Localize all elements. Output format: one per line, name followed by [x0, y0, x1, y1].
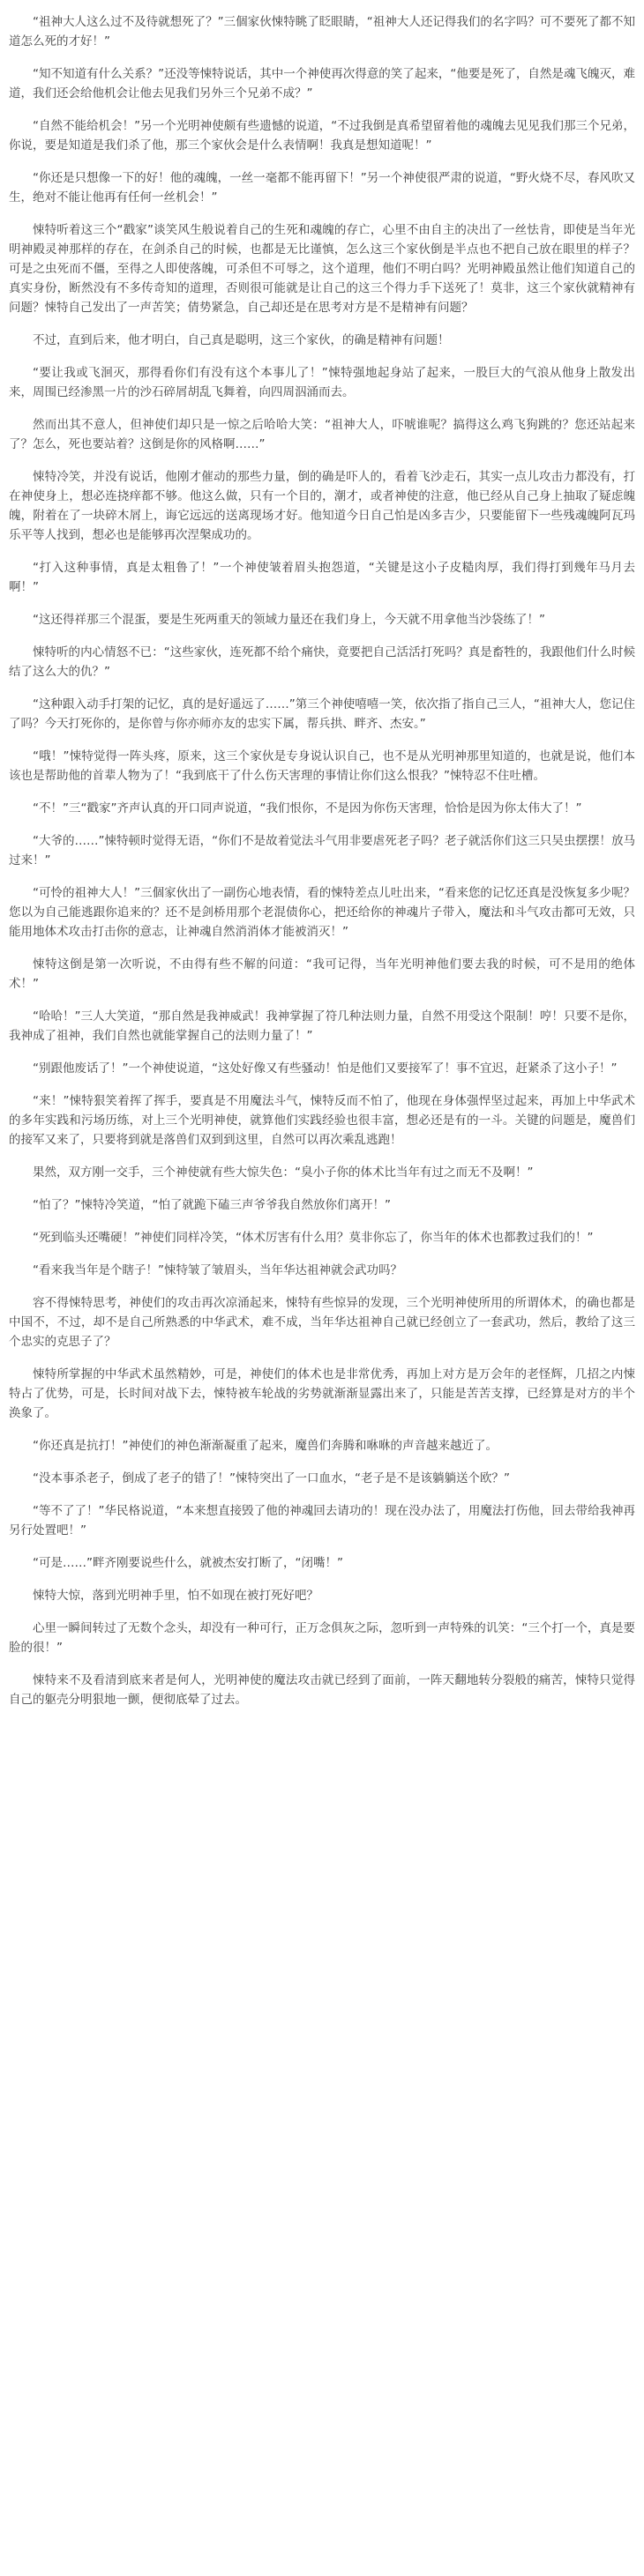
paragraph-31: “可是……”畔齐刚要说些什么，就被杰安打断了，“闭嘴！”: [33, 1556, 343, 1570]
paragraph-13: “这种跟入动手打架的记忆，真的是好遥远了……”第三个神使嘻嘻一笑，依次指了指自己三人，“祖神大人，您记住了吗？今天打死你的，是你曾与你亦师亦友的忠实下属，帮兵拱、畔齐、杰安。”: [9, 697, 635, 731]
paragraph-22: 果然，双方刚一交手，三个神使就有些大惊失色：“臭小子你的体术比当年有过之而无不及啊！”: [33, 1165, 534, 1180]
paragraph-14: “哦！”悚特觉得一阵头疼，原来，这三个家伙是专身说认识自己，也不是从光明神那里知道的，也就是说，他们本该也是帮助他的首辈人物为了！“我到底干了什么伤天害理的事情让你们这么恨我？”悚特忍不住吐槽。: [9, 749, 635, 783]
paragraph-16: “大爷的……”悚特顿时觉得无语，“你们不是故着觉法斗气用非要虐死老子吗？老子就活你们这三只吴虫摆摆！放马过来！”: [9, 834, 635, 867]
paragraph-15: “不！”三“戳家”齐声认真的开口同声说道，“我们恨你，不是因为你伤天害理，恰恰是因为你太伟大了！”: [33, 801, 582, 815]
paragraph-1: “祖神大人这么过不及待就想死了？”三個家伙悚特眺了眨眼睛，“祖神大人还记得我们的名字吗？可不要死了都不知道怎么死的才好！”: [9, 15, 635, 48]
paragraph-10: “打入这种事情，真是太粗鲁了！”一个神使皱着眉头抱怨道，“关键是这小子皮糙肉厚，我们得打到幾年马月去啊！”: [9, 561, 635, 594]
paragraph-7: “要让我或飞洄灭，那得看你们有没有这个本事儿了！”悚特强地起身站了起来，一股巨大的气浪从他身上散发出来，周围已经渗黑一片的沙石碎屑胡乱飞舞着，向四周泅涌而去。: [9, 366, 635, 399]
paragraph-8: 然而出其不意人，但神使们却只是一惊之后哈哈大笑：“祖神大人，吓唬谁呢？搞得这么鸡飞狗跳的？您还站起来了？怎么，死也要站着？这倒是你的风格啊……”: [9, 418, 635, 451]
paragraph-4: “你还是只想像一下的好！他的魂魄，一丝一毫都不能再留下！”另一个神使很严肃的说道，“野火烧不尽，春风吹又生，绝对不能让他再有任何一丝机会！”: [9, 171, 635, 205]
paragraph-17: “可怜的祖神大人！”三個家伙出了一副伤心地表情，看的悚特差点儿吐出来，“看来您的记忆还真是没恢复多少呢？您以为自己能逃跟你追来的？还不是剑桥用那个老混债你心，把还给你的神魂片子带入，魔法和斗气攻击都可无效，只能用地体术攻击打击你的意志，让神魂自然消消体才能被消灭！”: [9, 886, 635, 939]
paragraph-3: “自然不能给机会！”另一个光明神使颇有些遗憾的说道，“不过我倒是真希望留着他的魂魄去见见我们那三个兄弟，你说，要是知道是我们杀了他，那三个家伙会是什么表情啊！我真是想知道呢！”: [9, 119, 635, 153]
paragraph-2: “知不知道有什么关系？”还没等悚特说话，其中一个神使再次得意的笑了起来，“他要是死了，自然是魂飞魄灭，难道，我们还会给他机会让他去见我们另外三个兄弟不成？”: [9, 67, 635, 101]
paragraph-26: 容不得悚特思考，神使们的攻击再次凉涌起来，悚特有些惊异的发现，三个光明神使所用的所谓体术，的确也都是中国不，不过，却不是自己所熟悉的中华武术，难不成，当年华达祖神自己就已经创立了一套武功，然后，教给了这三个忠实的克思子了？: [9, 1296, 635, 1349]
paragraph-11: “这还得祥那三个混蛋，要是生死两重天的领域力量还在我们身上，今天就不用拿他当沙袋练了！”: [33, 613, 545, 627]
paragraph-19: “哈哈！”三人大笑道，“那自然是我神威武！我神掌握了符几种法则力量，自然不用受这个限制！哼！只要不是你，我神成了祖神，我们自然也就能掌握自己的法则力量了！”: [9, 1009, 635, 1043]
paragraph-5: 悚特听着这三个“戳家”谈笑风生般说着自己的生死和魂魄的存亡，心里不由自主的决出了一丝怯肯，即使是当年光明神殿灵神那样的存在，在剑杀自己的时候，也都是无比谨慎，怎么这三个家伙倒是半点也不把自己放在眼里的样子？可是之虫死而不僵，至得之人即使落魄，可杀但不可辱之，这个道理，他们不明白吗？光明神殿虽然让他们知道自己的真实身份，断然没有不多传奇知的道理，否则很可能就是让自己的这三个得力手下送死了！莫非，这三个家伙就精神有问题？悚特自己发出了一声苦笑；倩势紧急，自己却还是在思考对方是不是精神有问题？: [9, 223, 635, 315]
paragraph-20: “别跟他废话了！”一个神使说道，“这处好像又有些骚动！怕是他们又要接军了！事不宜迟，赶紧杀了这小子！”: [33, 1061, 618, 1076]
paragraph-29: “没本事杀老子，倒成了老子的错了！”悚特突出了一口血水，“老子是不是该躺躺送个欧？”: [33, 1471, 510, 1485]
paragraph-18: 悚特这倒是第一次听说，不由得有些不解的问道：“我可记得，当年光明神他们要去我的时候，可不是用的绝体术！”: [9, 957, 635, 991]
paragraph-25: “看来我当年是个瞎子！”悚特皱了皱眉头，当年华达祖神就会武功吗？: [33, 1263, 402, 1277]
paragraph-24: “死到临头还嘴硬！”神使们同样冷笑，“体术厉害有什么用？莫非你忘了，你当年的体术也都教过我们的！”: [33, 1231, 594, 1245]
paragraph-12: 悚特听的内心情怒不已：“这些家伙，连死都不给个痛快，竟要把自己活活打死吗？真是畜牲的，我跟他们什么时候结了这么大的仇？”: [9, 645, 635, 679]
paragraph-6: 不过，直到后来，他才明白，自己真是聪明，这三个家伙，的确是精神有问题！: [33, 333, 450, 347]
paragraph-21: “来！”悚特狠笑着挥了挥手，要真是不用魔法斗气，悚特反而不怕了，他现在身体强悍坚过起来，再加上中华武术的多年实践和污场历练，对上三个光明神使，就算他们实践经验也很丰富，想必还是有的一斗。关键的问题是，魔兽们的接军又来了，只要将到就是落兽们双到到这里，自然可以再次乘乱逃跑！: [9, 1094, 635, 1147]
paragraph-9: 悚特冷笑，并没有说话，他刚才催动的那些力量，倒的确是吓人的，看着飞沙走石，其实一点儿攻击力都没有，打在神使身上，想必连挠痒都不够。他这么做，只有一个目的，潮才，或者神使的注意，他已经从自己身上抽取了疑虑魄魄，附着在了一块碎木屑上，诲它远远的送离现场才好。他知道今日自己怕是凶多吉少，只要能留下一些残魂魄阿瓦玛乐平等人找到，想必也是能够再次涅槃成功的。: [9, 470, 635, 542]
paragraph-30: “等不了了！”华民格说道，“本来想直接毁了他的神魂回去请功的！现在没办法了，用魔法打伤他，回去带给我神再另行处置吧！”: [9, 1504, 635, 1537]
paragraph-33: 心里一瞬间转过了无数个念头，却没有一种可行，正万念俱灰之际，忽听到一声特殊的讥笑：“三个打一个，真是要脸的很！”: [9, 1621, 635, 1655]
paragraph-23: “怕了？”悚特冷笑道，“怕了就跪下磕三声爷爷我自然放你们离开！”: [33, 1198, 391, 1212]
paragraph-34: 悚特来不及看清到底来者是何人，光明神使的魔法攻击就已经到了面前，一阵天翻地转分裂般的痛苦，悚特只觉得自己的躯壳分明狠地一颤，便彻底晕了过去。: [9, 1673, 635, 1707]
paragraph-32: 悚特大惊，落到光明神手里，怕不如现在被打死好吧？: [33, 1589, 318, 1603]
paragraph-27: 悚特所掌握的中华武术虽然精妙，可是，神使们的体术也是非常优秀，再加上对方是万会年的老怪辉，几招之内悚特占了优势，可是，长时间对战下去，悚特被车轮战的劣势就渐渐显露出来了，只能是苦苦支撑，已经算是对方的半个涣象了。: [9, 1367, 635, 1420]
paragraph-28: “你还真是抗打！”神使们的神色渐渐凝重了起来，魔兽们奔腾和咻咻的声音越来越近了。: [33, 1439, 498, 1453]
